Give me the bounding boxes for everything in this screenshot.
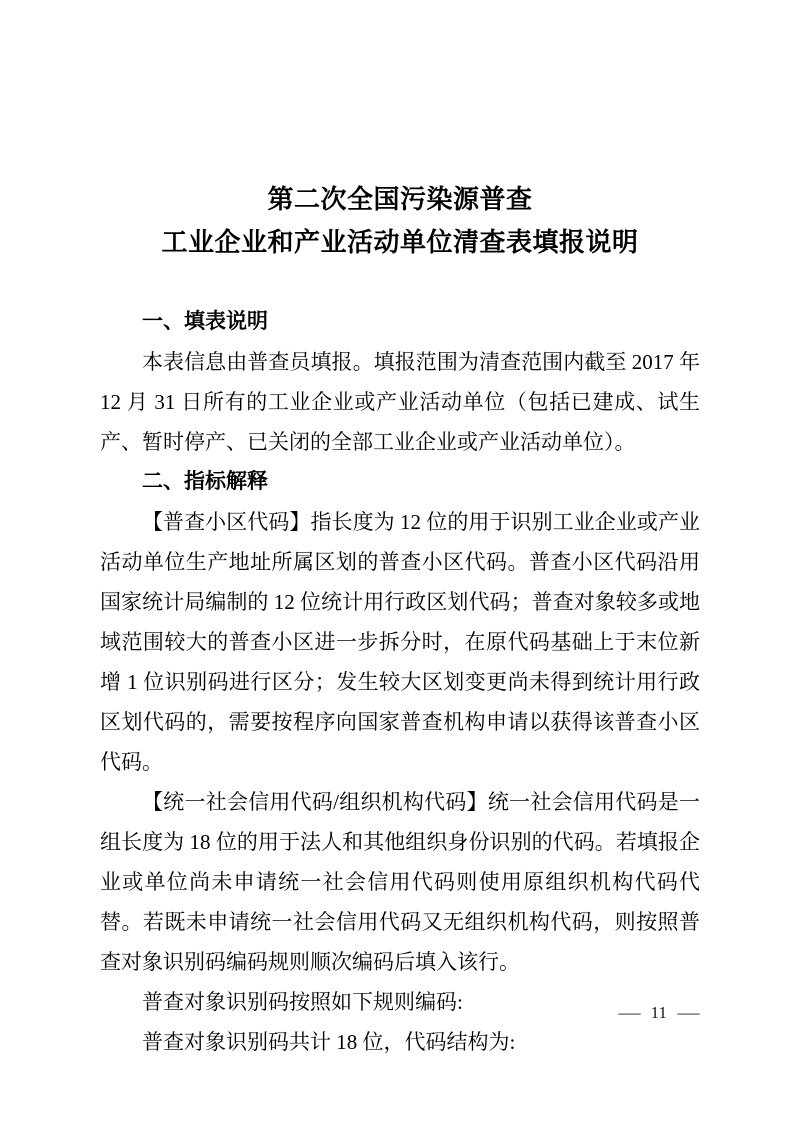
- section-heading-fill-instructions: 一、填表说明: [142, 310, 268, 333]
- paragraph-fill-scope: 本表信息由普查员填报。填报范围为清查范围内截至 2017 年 12 月 31 日所有的工业企业或产业活动单位（包括已建成、试生产、暂时停产、已关闭的全部工业企业或产业活动单位）。: [100, 350, 700, 454]
- footer-dash-right: —: [677, 1003, 700, 1022]
- document-title: [0, 178, 800, 264]
- page-number: 11: [650, 1003, 667, 1022]
- page-footer: [618, 1001, 700, 1025]
- document-title-line1: 第二次全国污染源普查: [267, 184, 533, 214]
- paragraph-unified-social-credit-code: 【统一社会信用代码/组织机构代码】统一社会信用代码是一组长度为 18 位的用于法人和其他组织身份识别的代码。若填报企业或单位尚未申请统一社会信用代码则使用原组织机构代码代替。若既未申请统一社会信用代码又无组织机构代码，则按照普查对象识别码编码规则顺次编码后填入该行。: [100, 790, 700, 974]
- paragraph-id-code-rule-intro: 普查对象识别码按照如下规则编码:: [142, 990, 463, 1014]
- footer-dash-left: —: [618, 1003, 641, 1022]
- paragraph-id-code-structure-intro: 普查对象识别码共计 18 位，代码结构为:: [142, 1030, 516, 1054]
- document-body: [100, 302, 700, 1062]
- document-title-line2: 工业企业和产业活动单位清查表填报说明: [161, 227, 639, 257]
- section-heading-indicator-explanation: 二、指标解释: [142, 470, 268, 493]
- paragraph-census-area-code: 【普查小区代码】指长度为 12 位的用于识别工业企业或产业活动单位生产地址所属区划的普查小区代码。普查小区代码沿用国家统计局编制的 12 位统计用行政区划代码；普查对象较多或地域范围较大的普查小区进一步拆分时，在原代码基础上于末位新增 1 位识别码进行区分；发生较大区划变更尚未得到统计用行政区划代码的，需要按程序向国家普查机构申请以获得该普查小区代码。: [100, 510, 700, 774]
